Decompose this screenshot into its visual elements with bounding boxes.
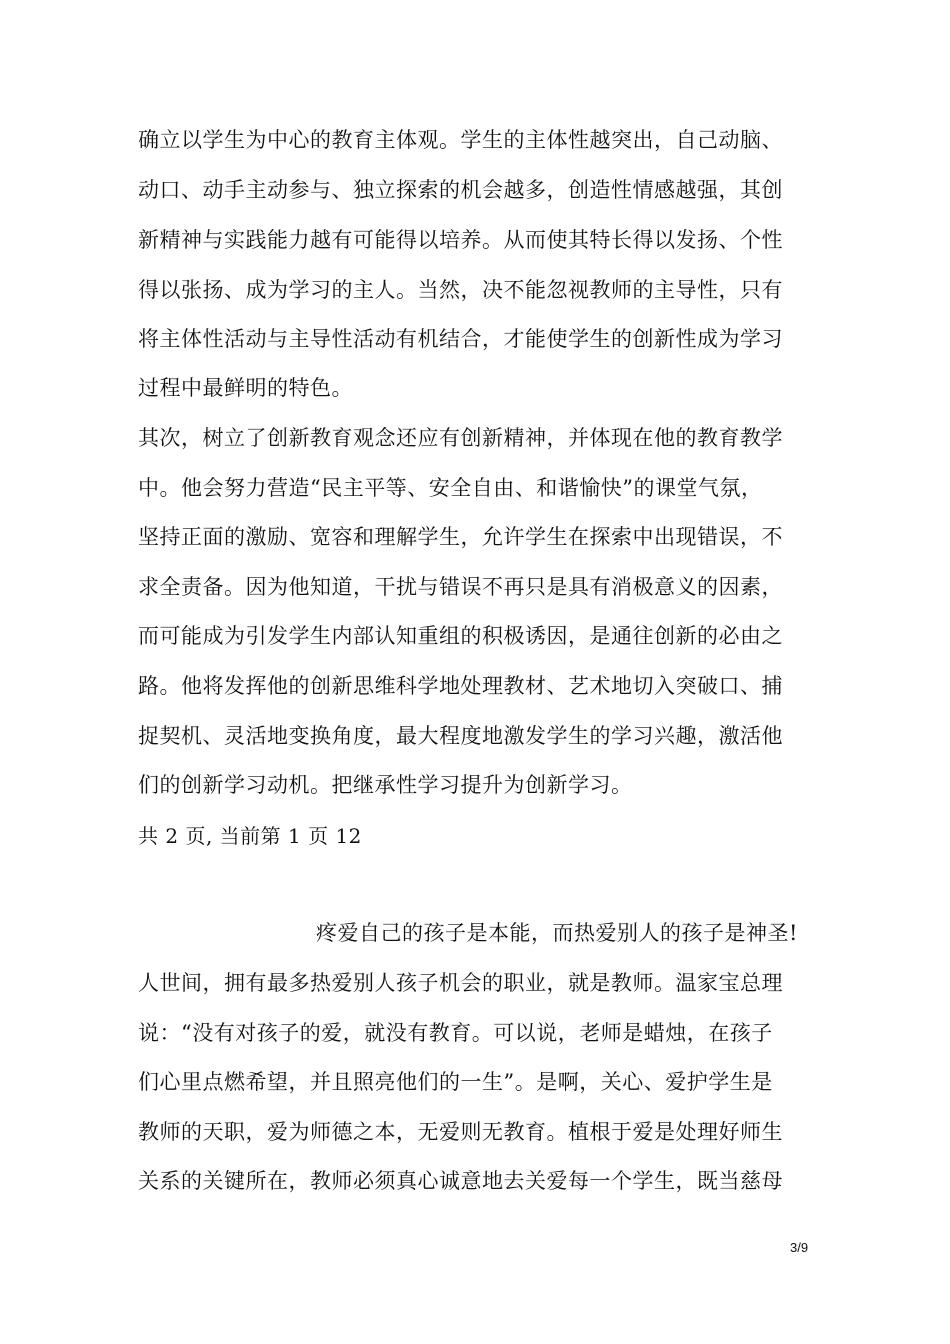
- text-line: 中。他会努力营造“民主平等、安全自由、和谐愉快”的课堂气氛，: [138, 476, 763, 500]
- text-line: 关系的关键所在，教师必须真心诚意地去关爱每一个学生，既当慈母: [138, 1169, 783, 1193]
- text-line: 坚持正面的激励、宽容和理解学生，允许学生在探索中出现错误，不: [138, 525, 783, 549]
- text-line: 得以张扬、成为学习的主人。当然，决不能忽视教师的主导性，只有: [138, 278, 783, 302]
- text-line: 们心里点燃希望，并且照亮他们的一生”。是啊，关心、爱护学生是: [138, 1070, 773, 1094]
- text-line: 新精神与实践能力越有可能得以培养。从而使其特长得以发扬、个性: [138, 228, 783, 252]
- text-line: 求全责备。因为他知道，干扰与错误不再只是具有消极意义的因素，: [138, 575, 783, 599]
- text-line: 人世间，拥有最多热爱别人孩子机会的职业，就是教师。温家宝总理: [138, 971, 783, 995]
- text-line: 将主体性活动与主导性活动有机结合，才能使学生的创新性成为学习: [138, 327, 783, 351]
- text-line: 其次，树立了创新教育观念还应有创新精神，并体现在他的教育教学: [138, 426, 783, 450]
- text-line: 而可能成为引发学生内部认知重组的积极诱因，是通往创新的必由之: [138, 624, 783, 648]
- page-number: 3/9: [790, 1240, 809, 1255]
- text-line: 说：“没有对孩子的爱，就没有教育。可以说，老师是蜡烛，在孩子: [138, 1021, 773, 1045]
- text-line: 确立以学生为中心的教育主体观。学生的主体性越突出，自己动脑、: [138, 128, 783, 152]
- text-line: 教师的天职，爱为师德之本，无爱则无教育。植根于爱是处理好师生: [138, 1120, 783, 1144]
- text-line: 捉契机、灵活地变换角度，最大程度地激发学生的学习兴趣，激活他: [138, 724, 783, 748]
- text-line: 动口、动手主动参与、独立探索的机会越多，创造性情感越强，其创: [138, 178, 783, 202]
- text-line: 路。他将发挥他的创新思维科学地处理教材、艺术地切入突破口、捕: [138, 674, 783, 698]
- text-line: 们的创新学习动机。把继承性学习提升为创新学习。: [138, 773, 633, 797]
- text-line: 疼爱自己的孩子是本能，而热爱别人的孩子是神圣!: [316, 921, 798, 945]
- text-line: 过程中最鲜明的特色。: [138, 376, 353, 400]
- page-info: 共 2 页, 当前第 1 页 12: [138, 824, 362, 848]
